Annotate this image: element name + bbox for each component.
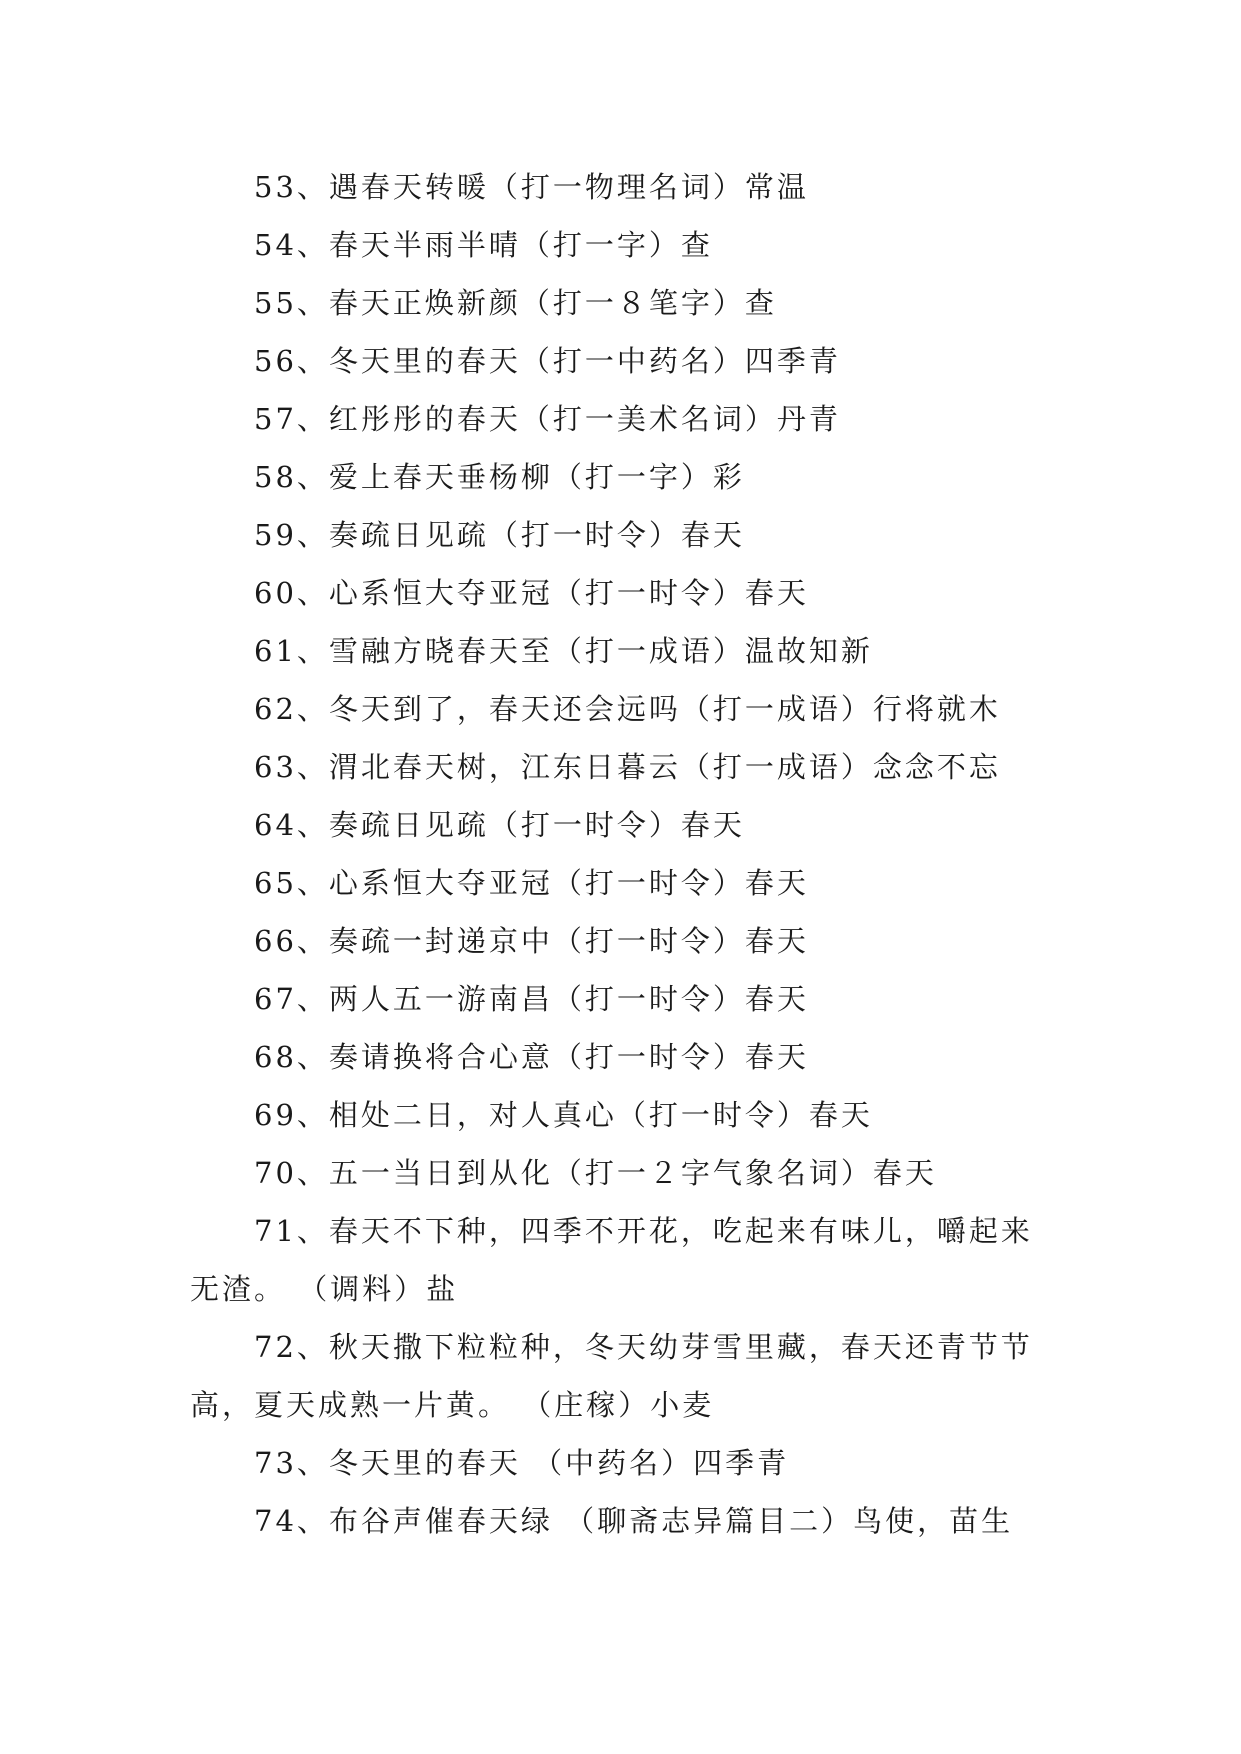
text-line: 72、秋天撒下粒粒种，冬天幼芽雪里藏，春天还青节节 — [254, 1330, 1033, 1364]
text-line: 71、春天不下种，四季不开花，吃起来有味儿，嚼起来 — [254, 1214, 1033, 1248]
text-line: 65、心系恒大夺亚冠（打一时令）春天 — [254, 866, 809, 900]
text-line: 68、奏请换将合心意（打一时令）春天 — [254, 1040, 809, 1074]
text-line: 70、五一当日到从化（打一２字气象名词）春天 — [254, 1156, 937, 1190]
text-line: 61、雪融方晓春天至（打一成语）温故知新 — [254, 634, 873, 668]
text-line: 73、冬天里的春天 （中药名）四季青 — [254, 1446, 790, 1480]
text-line-continuation: 无渣。 （调料）盐 — [190, 1272, 459, 1306]
text-line: 62、冬天到了，春天还会远吗（打一成语）行将就木 — [254, 692, 1001, 726]
text-line: 69、相处二日，对人真心（打一时令）春天 — [254, 1098, 873, 1132]
text-line: 67、两人五一游南昌（打一时令）春天 — [254, 982, 809, 1016]
text-line: 66、奏疏一封递京中（打一时令）春天 — [254, 924, 809, 958]
text-line: 74、布谷声催春天绿 （聊斋志异篇目二）鸟使，苗生 — [254, 1504, 1014, 1538]
text-line: 53、遇春天转暖（打一物理名词）常温 — [254, 170, 809, 204]
text-line: 59、奏疏日见疏（打一时令）春天 — [254, 518, 745, 552]
riddle-list — [190, 158, 1060, 1550]
text-line: 56、冬天里的春天（打一中药名）四季青 — [254, 344, 841, 378]
text-line: 58、爱上春天垂杨柳（打一字）彩 — [254, 460, 745, 494]
text-line-continuation: 高，夏天成熟一片黄。 （庄稼）小麦 — [190, 1388, 715, 1422]
text-line: 55、春天正焕新颜（打一８笔字）查 — [254, 286, 777, 320]
text-line: 57、红彤彤的春天（打一美术名词）丹青 — [254, 402, 841, 436]
text-line: 63、渭北春天树，江东日暮云（打一成语）念念不忘 — [254, 750, 1001, 784]
text-line: 54、春天半雨半晴（打一字）查 — [254, 228, 713, 262]
text-line: 64、奏疏日见疏（打一时令）春天 — [254, 808, 745, 842]
text-line: 60、心系恒大夺亚冠（打一时令）春天 — [254, 576, 809, 610]
